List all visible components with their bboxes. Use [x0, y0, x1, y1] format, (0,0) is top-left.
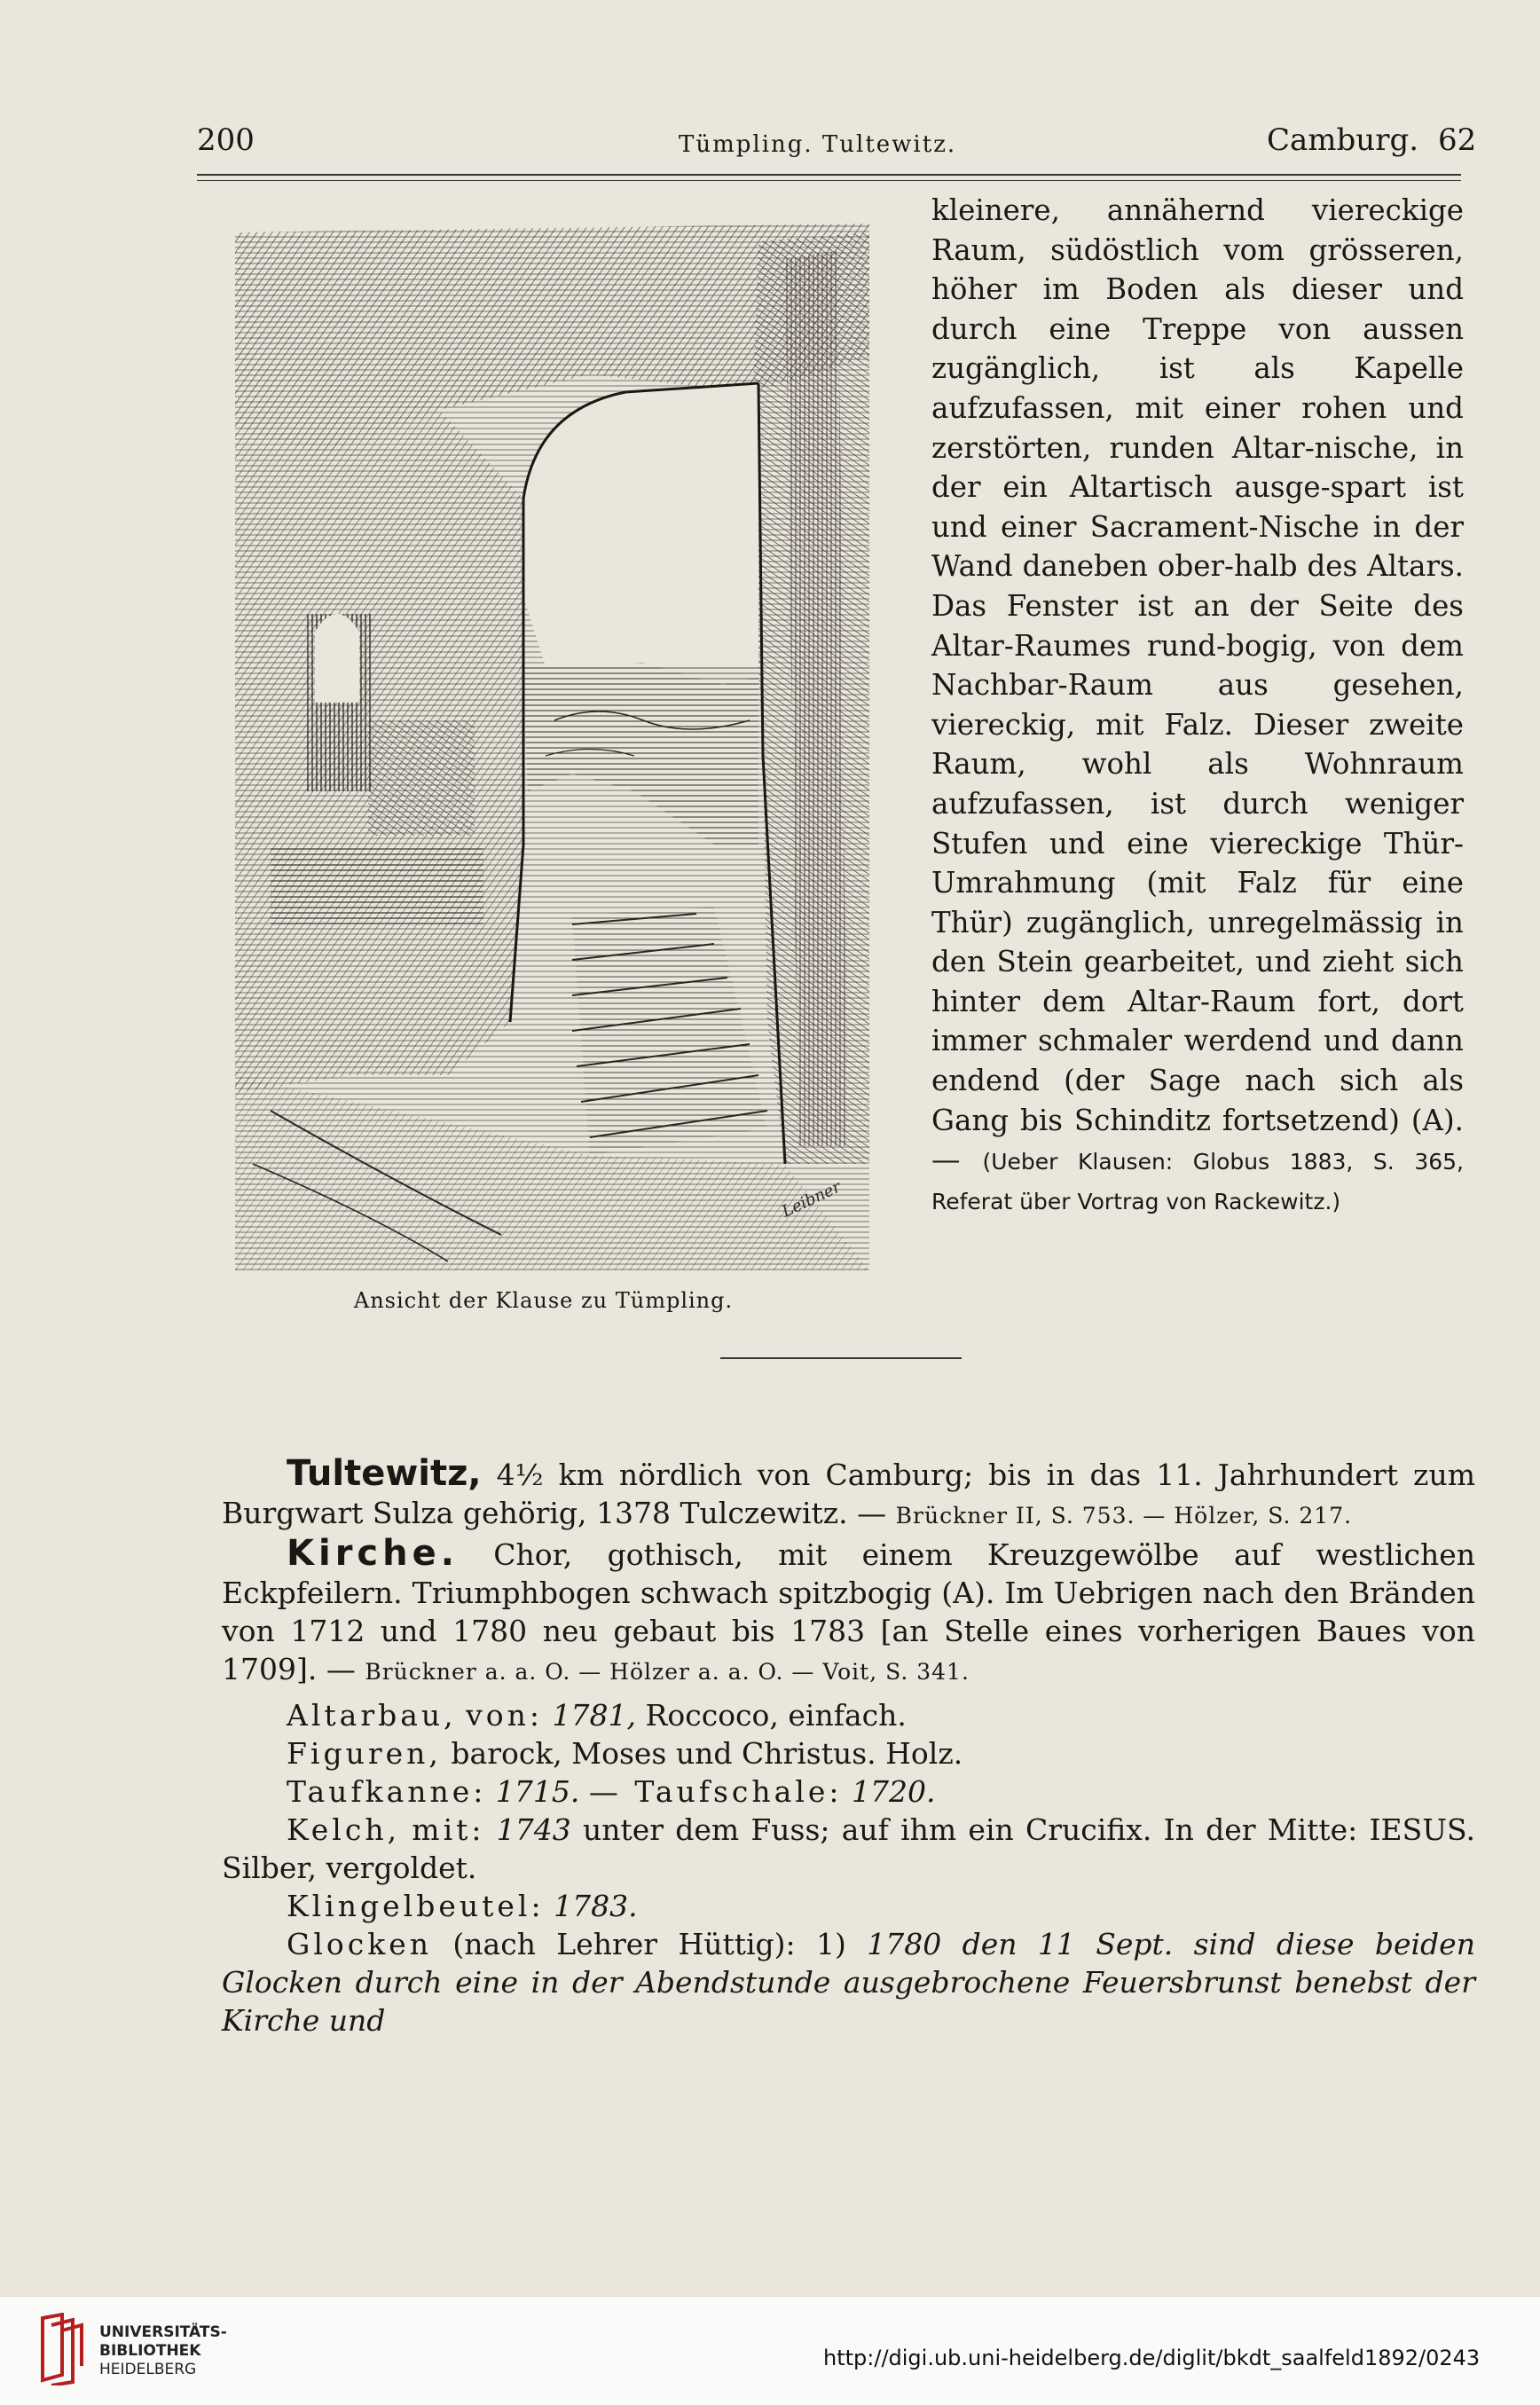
running-place — [1267, 122, 1476, 167]
tultewitz-text: 4½ km nördlich von Camburg; bis in das 11. Jahrhundert zum Burgwart Sulza gehörig, 1378 Tulczewitz. — — [222, 1458, 1475, 1530]
altarbau-year: 1781, — [552, 1698, 637, 1733]
glocken-inscription: 1780 den 11 Sept. sind diese beiden Glocken durch eine in der Abendstunde ausgebrochene Feuersbrunst benebst der Kirche und — [222, 1927, 1475, 2038]
taufkanne-entry — [222, 1772, 1475, 1811]
engraving-illustration — [217, 224, 869, 1270]
figuren-label: Figuren, — [287, 1736, 442, 1771]
taufschale-year: 1720. — [852, 1774, 936, 1809]
altarbau-von: von: — [466, 1698, 544, 1733]
library-name — [99, 2323, 227, 2379]
taufschale-label: — Taufschale: — [588, 1774, 843, 1809]
kirche-paragraph — [222, 1535, 1475, 1691]
kirche-reference: Brückner a. a. O. — Hölzer a. a. O. — Voit, S. 341. — [365, 1659, 970, 1685]
glocken-entry — [222, 1925, 1475, 2040]
klause-reference: (Ueber Klausen: Globus 1883, S. 365, Referat über Vortrag von Rackewitz.) — [931, 1149, 1464, 1215]
right-column — [931, 191, 1464, 1220]
place-name: Camburg. — [1267, 122, 1419, 158]
kelch-year: 1743 — [496, 1812, 571, 1847]
taufkanne-year: 1715. — [495, 1774, 580, 1809]
library-line-3: HEIDELBERG — [99, 2361, 197, 2378]
page-number-left: 200 — [197, 122, 255, 158]
klingelbeutel-entry — [222, 1887, 1475, 1925]
header-rule-thin — [197, 180, 1461, 181]
page-number-right: 62 — [1438, 122, 1477, 158]
permalink-url[interactable]: http://digi.ub.uni-heidelberg.de/diglit/bkdt_saalfeld1892/0243 — [823, 2346, 1481, 2370]
digitization-footer — [0, 2296, 1540, 2405]
klingelbeutel-label: Klingelbeutel: — [287, 1889, 545, 1923]
engraver-signature: Leibner — [779, 1177, 845, 1222]
kelch-label: Kelch, — [287, 1812, 401, 1847]
library-line-1: UNIVERSITÄTS- — [99, 2323, 227, 2341]
figuren-description: barock, Moses und Christus. Holz. — [451, 1736, 963, 1771]
header-rule — [197, 174, 1461, 176]
klingelbeutel-year: 1783. — [554, 1889, 638, 1923]
glocken-label: Glocken — [287, 1927, 433, 1961]
klause-text: kleinere, annähernd viereckige Raum, südöstlich vom grösseren, höher im Boden als dieser und durch eine Treppe von aussen zugänglich, ist als Kapelle aufzufassen, mit einer rohen und zerstörten, runden Altar-nische, in der ein Altartisch ausge-spart ist und einer Sacrament-Nische in der Wand daneben ober-halb des Altars. Das Fenster ist an der Seite des Altar-Raumes rund-bogig, von dem Nachbar-Raum aus gesehen, viereckig, mit Falz. Dieser zweite Raum, wohl als Wohnraum aufzufassen, ist durch weniger Stufen und eine viereckige Thür-Umrahmung (mit Falz für eine Thür) zugänglich, unregelmässig in den Stein gearbeitet, und zieht sich hinter dem Altar-Raum fort, dort immer schmaler werdend und dann endend (der Sage nach sich als Gang bis Schinditz fortsetzend) (A). — — [931, 193, 1464, 1177]
altarbau-entry — [222, 1696, 1475, 1734]
library-line-2: BIBLIOTHEK — [99, 2342, 201, 2360]
kirche-heading: Kirche. — [287, 1533, 459, 1574]
section-separator — [720, 1357, 962, 1359]
altarbau-description: Roccoco, einfach. — [645, 1698, 907, 1733]
kelch-description: unter dem Fuss; auf ihm ein Crucifix. In der Mitte: IESUS. Silber, vergoldet. — [222, 1812, 1475, 1885]
tultewitz-heading: Tultewitz, — [287, 1453, 482, 1494]
library-logo-icon — [35, 2313, 89, 2385]
tultewitz-reference: Brückner II, S. 753. — Hölzer, S. 217. — [895, 1503, 1353, 1529]
main-text — [222, 1455, 1475, 2040]
glocken-source: (nach Lehrer Hüttig): 1) — [452, 1927, 846, 1961]
kirche-text: Chor, gothisch, mit einem Kreuzgewölbe auf westlichen Eckpfeilern. Triumphbogen schwach spitzbogig (A). Im Uebrigen nach den Bränden von 1712 und 1780 neu gebaut bis 1783 [an Stelle eines vorherigen Baues von 1709]. — — [222, 1537, 1475, 1686]
taufkanne-label: Taufkanne: — [287, 1774, 487, 1809]
tultewitz-paragraph — [222, 1455, 1475, 1535]
kelch-entry — [222, 1811, 1475, 1887]
altarbau-label: Altarbau, — [287, 1698, 457, 1733]
klause-paragraph — [931, 191, 1464, 1220]
running-title: Tümpling. Tultewitz. — [679, 131, 957, 158]
kelch-mit: mit: — [412, 1812, 485, 1847]
figuren-entry — [222, 1734, 1475, 1772]
illustration-caption: Ansicht der Klause zu Tümpling. — [353, 1288, 734, 1313]
